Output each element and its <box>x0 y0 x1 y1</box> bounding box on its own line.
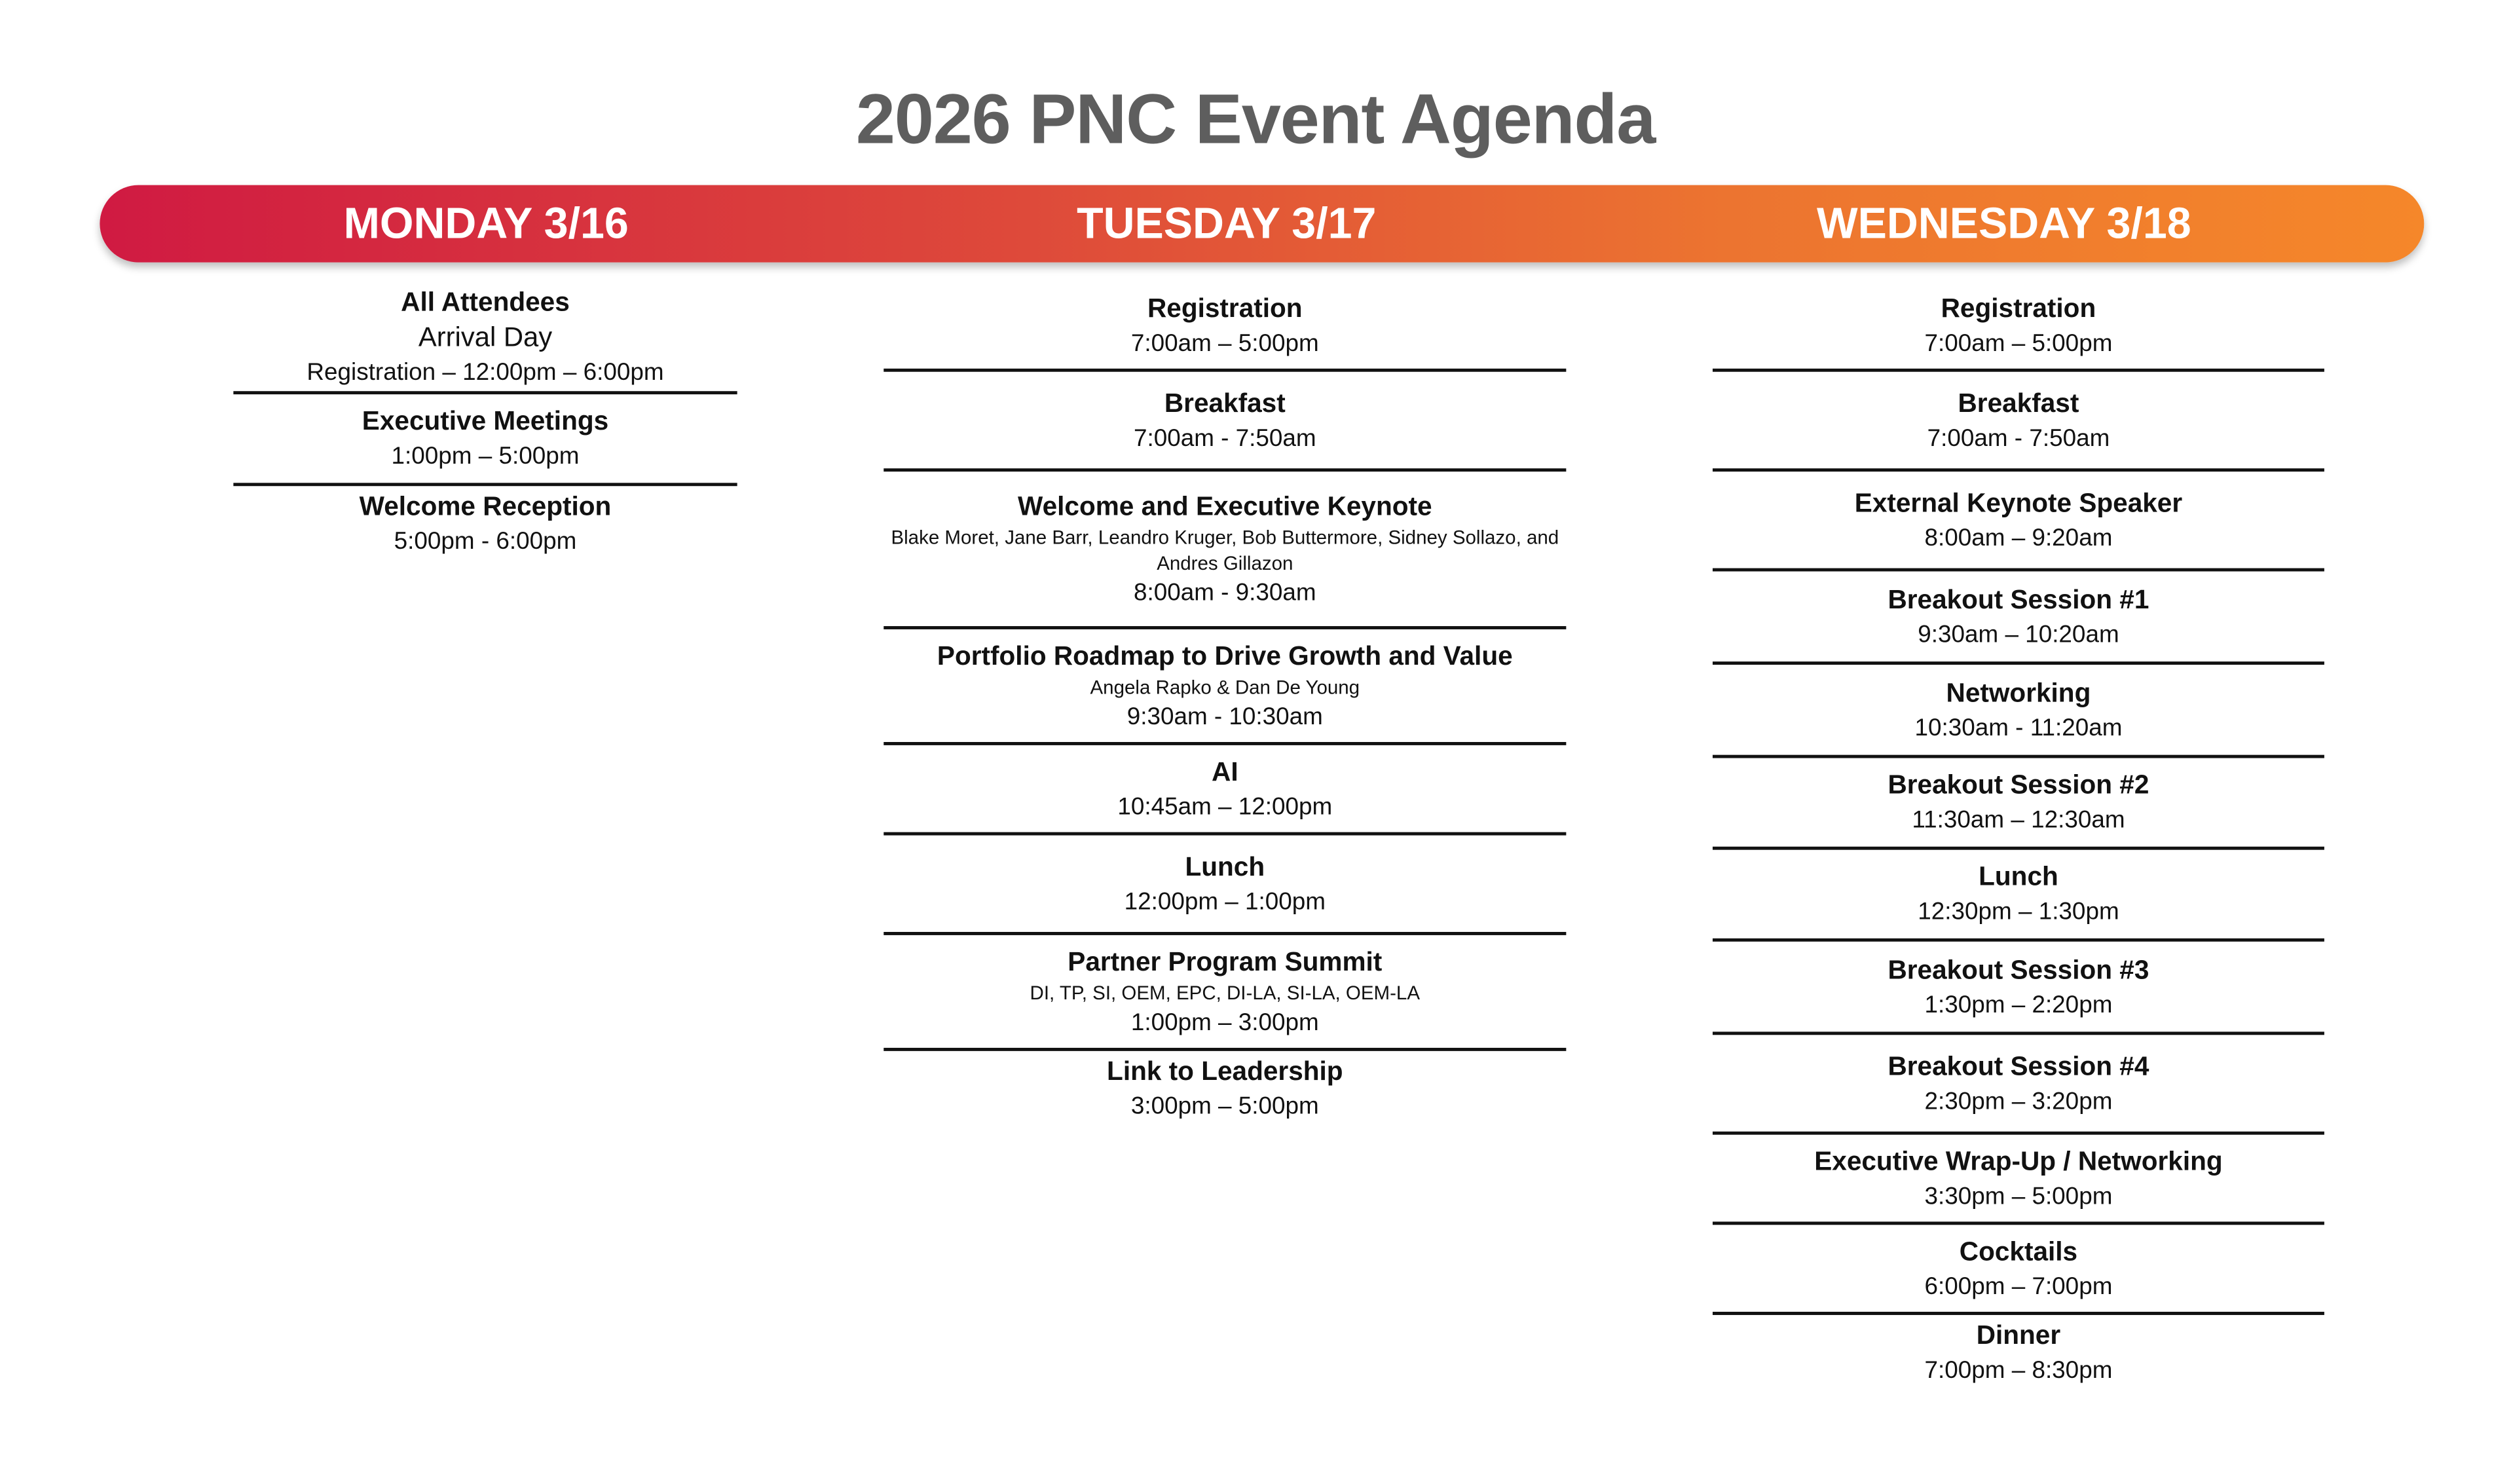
monday-column <box>233 282 737 566</box>
agenda-item-time: 9:30am – 10:20am <box>1918 620 2119 648</box>
agenda-item-time: 3:30pm – 5:00pm <box>1924 1182 2113 1210</box>
agenda-item-time: 10:30am - 11:20am <box>1914 713 2123 741</box>
agenda-item <box>1713 1315 2324 1396</box>
agenda-item-time: 9:30am - 10:30am <box>1126 702 1323 730</box>
agenda-item-time: 11:30am – 12:30am <box>1912 806 2125 834</box>
agenda-item-detail: Blake Moret, Jane Barr, Leandro Kruger, Bob Buttermore, Sidney Sollazo, and Andres Gillazon <box>891 525 1559 574</box>
agenda-item <box>1713 372 2324 472</box>
agenda-item <box>1713 1225 2324 1315</box>
agenda-item-time: 1:30pm – 2:20pm <box>1924 990 2113 1018</box>
agenda-item-time: 8:00am - 9:30am <box>1133 578 1316 606</box>
agenda-item <box>1713 942 2324 1035</box>
agenda-item-time: Registration – 12:00pm – 6:00pm <box>307 358 664 386</box>
agenda-item-title: Portfolio Roadmap to Drive Growth and Value <box>937 641 1513 671</box>
agenda-item <box>884 1051 1566 1132</box>
agenda-item-title: Partner Program Summit <box>1068 947 1383 976</box>
day-header-banner <box>100 185 2424 263</box>
agenda-item <box>233 486 737 566</box>
agenda-item-title: Cocktails <box>1959 1236 2078 1266</box>
tuesday-column <box>884 282 1566 1132</box>
agenda-item-time: 7:00am - 7:50am <box>1133 424 1316 452</box>
agenda-item-title: Dinner <box>1976 1321 2061 1351</box>
agenda-item-time: 1:00pm – 5:00pm <box>391 442 580 470</box>
agenda-item-title: Executive Wrap-Up / Networking <box>1814 1147 2223 1176</box>
agenda-item <box>884 472 1566 629</box>
agenda-item-time: 12:30pm – 1:30pm <box>1918 898 2119 926</box>
agenda-item-time: 7:00am - 7:50am <box>1927 424 2110 452</box>
agenda-item-title: AI <box>1212 757 1238 787</box>
agenda-item-title: Link to Leadership <box>1107 1057 1343 1086</box>
day-header-tuesday: TUESDAY 3/17 <box>1077 199 1377 248</box>
agenda-item <box>884 836 1566 935</box>
agenda-item <box>1713 1035 2324 1134</box>
agenda-item <box>1713 665 2324 758</box>
agenda-item <box>1713 758 2324 850</box>
agenda-item-time: 3:00pm – 5:00pm <box>1130 1092 1319 1121</box>
agenda-item-detail: Angela Rapko & Dan De Young <box>1090 675 1360 698</box>
agenda-item <box>233 394 737 486</box>
agenda-item-time: 7:00am – 5:00pm <box>1130 329 1319 357</box>
agenda-item-time: 1:00pm – 3:00pm <box>1130 1008 1319 1036</box>
agenda-item <box>1713 850 2324 942</box>
day-header-monday: MONDAY 3/16 <box>343 199 629 248</box>
agenda-item-time: 7:00pm – 8:30pm <box>1924 1356 2113 1384</box>
agenda-item-subtitle: Arrival Day <box>418 321 553 352</box>
agenda-item-title: Registration <box>1941 293 2096 323</box>
agenda-item-time: 10:45am – 12:00pm <box>1117 792 1333 821</box>
agenda-item-time: 12:00pm – 1:00pm <box>1124 887 1326 916</box>
agenda-item-title: Welcome Reception <box>359 492 612 522</box>
agenda-item <box>1713 571 2324 665</box>
agenda-item-time: 2:30pm – 3:20pm <box>1924 1087 2113 1115</box>
agenda-item-title: All Attendees <box>401 287 570 316</box>
agenda-item-time: 8:00am – 9:20am <box>1924 523 2113 551</box>
agenda-item <box>884 372 1566 472</box>
agenda-item-title: Lunch <box>1185 852 1265 881</box>
agenda-item-time: 5:00pm - 6:00pm <box>394 528 577 555</box>
page-title: 2026 PNC Event Agenda <box>855 80 1656 160</box>
agenda-item <box>1713 472 2324 571</box>
agenda-item <box>233 282 737 394</box>
agenda-item <box>884 629 1566 745</box>
agenda-item-title: Executive Meetings <box>362 407 609 437</box>
agenda-item-title: Networking <box>1946 678 2091 708</box>
agenda-item-time: 6:00pm – 7:00pm <box>1924 1272 2113 1300</box>
agenda-item-title: Welcome and Executive Keynote <box>1018 491 1432 521</box>
agenda-item-title: Registration <box>1147 293 1303 323</box>
agenda-item-detail: DI, TP, SI, OEM, EPC, DI-LA, SI-LA, OEM-LA <box>1030 980 1421 1004</box>
agenda-item-time: 7:00am – 5:00pm <box>1924 329 2113 357</box>
day-header-wednesday: WEDNESDAY 3/18 <box>1816 199 2191 248</box>
agenda-item-title: Breakout Session #2 <box>1888 771 2149 800</box>
agenda-item <box>884 282 1566 372</box>
agenda-item <box>1713 282 2324 372</box>
agenda-item-title: Lunch <box>1979 863 2058 892</box>
agenda-item-title: Breakfast <box>1958 388 2079 418</box>
agenda-item-title: Breakfast <box>1164 388 1286 418</box>
agenda-item-title: Breakout Session #4 <box>1888 1052 2149 1081</box>
agenda-item <box>884 745 1566 836</box>
agenda-item <box>884 935 1566 1051</box>
agenda-item-title: External Keynote Speaker <box>1854 488 2183 518</box>
agenda-item-title: Breakout Session #1 <box>1888 585 2149 614</box>
wednesday-column <box>1713 282 2324 1396</box>
agenda-item-title: Breakout Session #3 <box>1888 955 2149 984</box>
agenda-item <box>1713 1135 2324 1225</box>
